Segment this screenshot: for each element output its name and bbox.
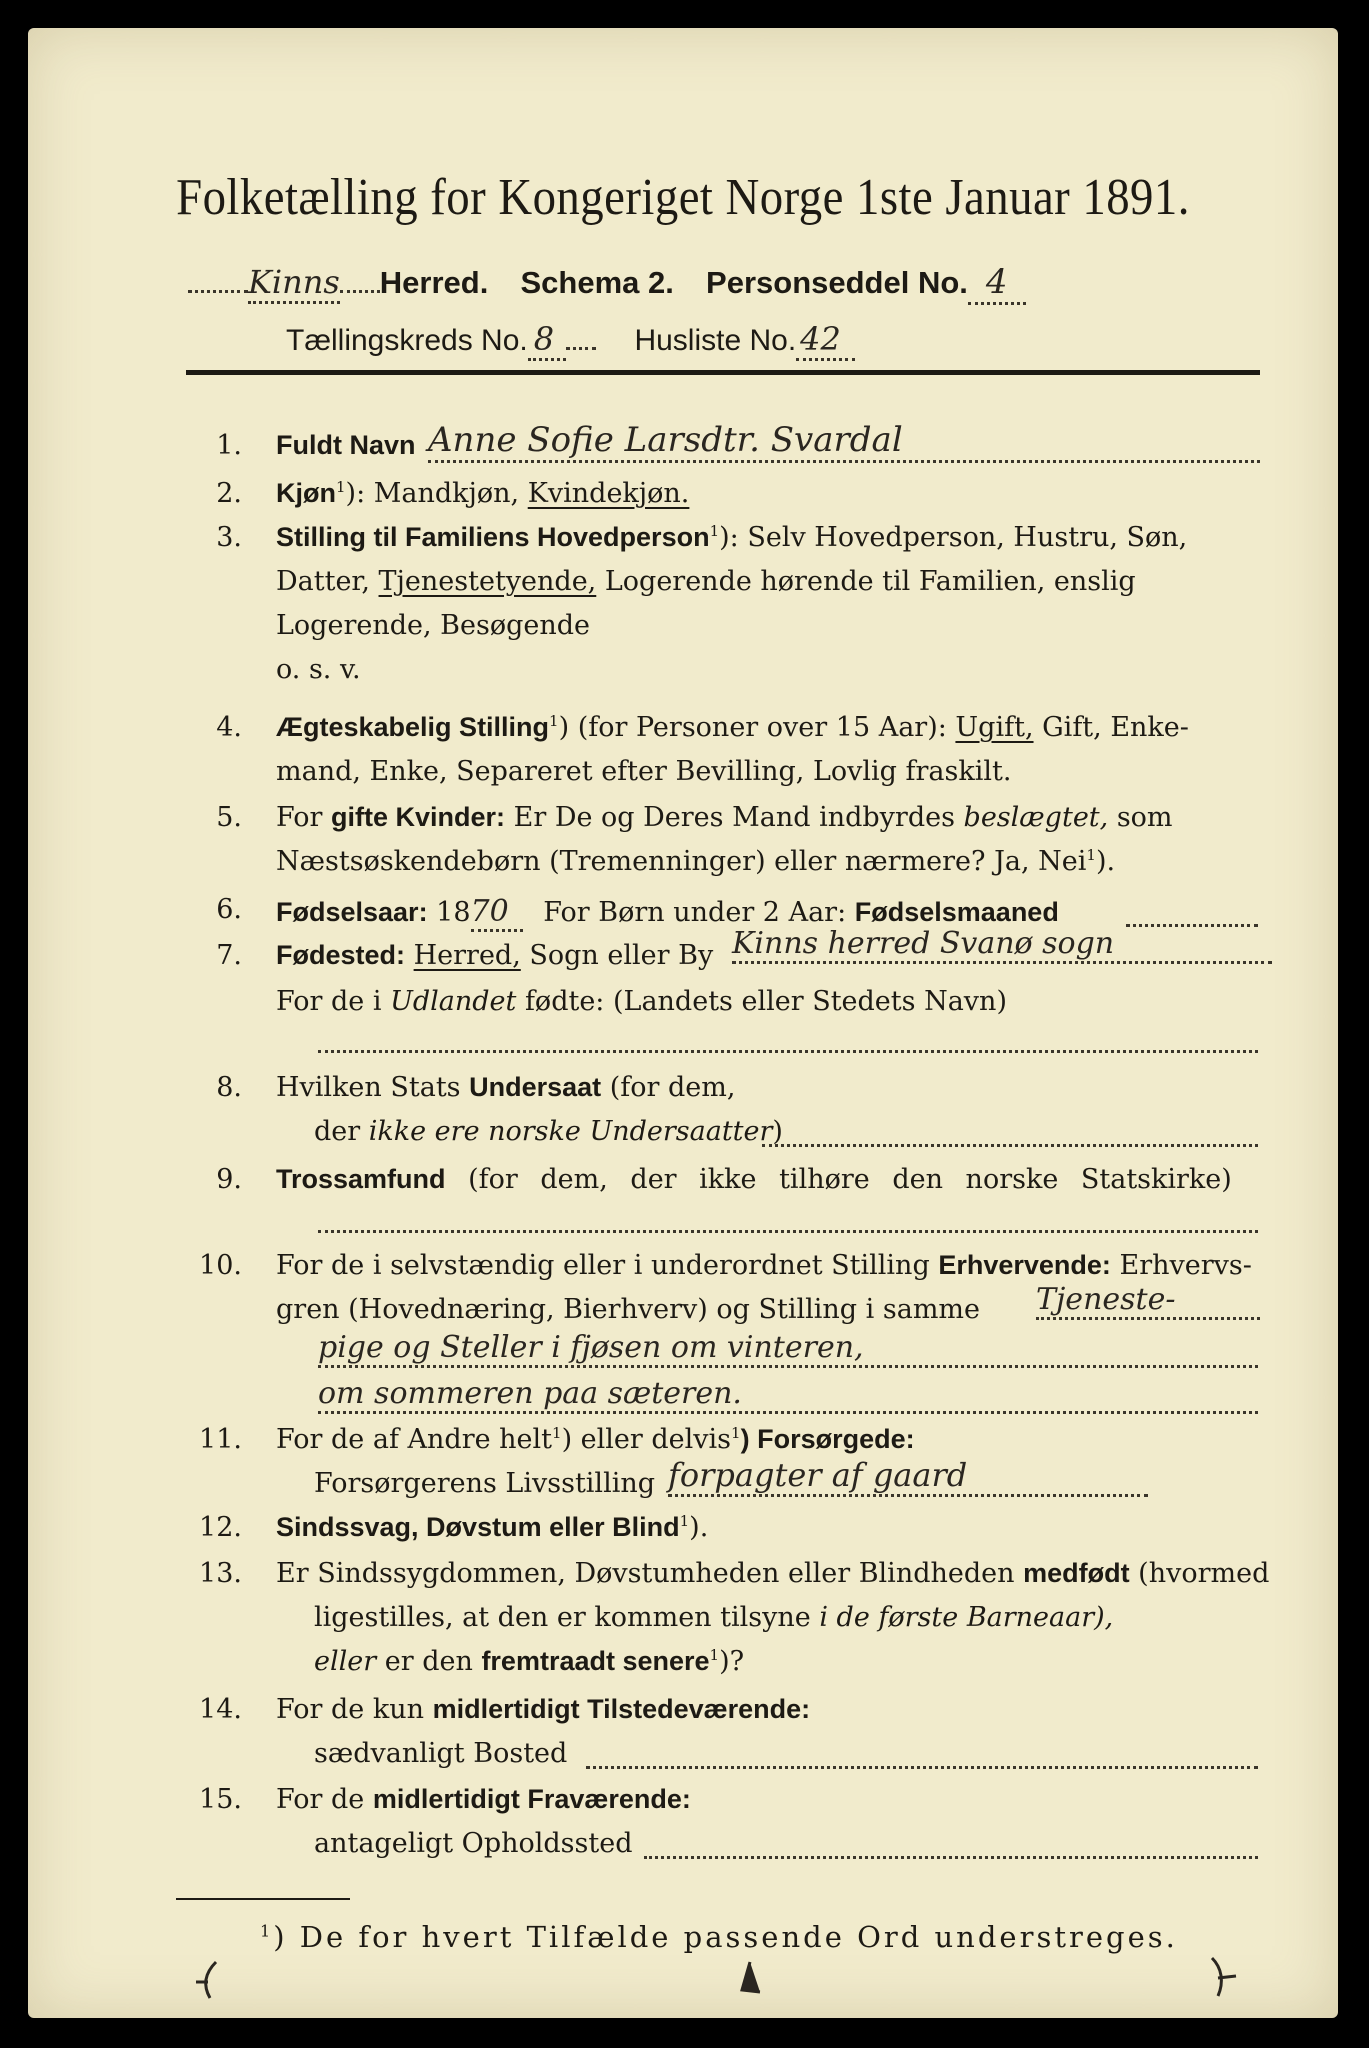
q12-line [276, 1512, 708, 1543]
q13-line3-bold: fremtraadt senere [481, 1646, 710, 1676]
q8-line2 [314, 1116, 783, 1147]
q8-line2-a: der [314, 1116, 369, 1147]
q7-label: Fødested: [276, 940, 406, 970]
footnote-ref: 1 [336, 478, 346, 496]
footnote [260, 1920, 1178, 1954]
punch-mark-right [1204, 1954, 1244, 2004]
q7-line1 [276, 940, 713, 971]
item-number: 1. [216, 430, 242, 461]
husliste-no: 42 [796, 320, 855, 361]
q6-line [276, 894, 1059, 929]
footnote-ref: 1 [709, 522, 720, 540]
q7-rest: Sogn eller By [520, 940, 714, 971]
q1-line [276, 430, 416, 461]
item-number: 6. [216, 894, 242, 925]
footnote-rule [176, 1898, 350, 1900]
kreds-line [286, 320, 855, 358]
q8-line1-bold: Undersaat [469, 1072, 602, 1102]
header-rule [186, 370, 1260, 375]
footnote-ref: 1 [552, 1424, 562, 1442]
q9-rest: (for dem, der ikke tilhøre den norske Statskirke) [445, 1164, 1232, 1195]
q5-line1 [276, 802, 1173, 833]
item-number: 7. [216, 940, 242, 971]
q5-line1-b: Er De og Deres Mand indbyrdes [505, 802, 964, 833]
footnote-ref: 1 [709, 1646, 720, 1664]
q14-line1-bold: midlertidigt Tilstedeværende: [432, 1694, 811, 1724]
q5-line1-a: For [276, 802, 332, 833]
q10-line1-bold: Erhvervende: [938, 1250, 1111, 1280]
q11-line1-b: ) eller delvis [561, 1424, 732, 1455]
q13-line3 [314, 1646, 744, 1677]
item-number: 10. [199, 1250, 242, 1281]
q13-line2-a: ligestilles, at den er kommen tilsyne [314, 1602, 820, 1633]
item-number: 3. [216, 522, 242, 553]
q15-line1-bold: midlertidigt Fraværende: [372, 1784, 691, 1814]
q5-line1-bold: gifte Kvinder: [331, 802, 506, 832]
dots [340, 290, 380, 293]
footnote-mark: 1 [260, 1921, 274, 1941]
q4-line1 [276, 712, 1189, 743]
item-number: 4. [216, 712, 242, 743]
q13-line3-b: )? [719, 1646, 745, 1677]
q14-line2: sædvanligt Bosted [314, 1738, 568, 1769]
q14-line1 [276, 1694, 810, 1725]
q13-line2 [314, 1602, 1113, 1633]
q1-label: Fuldt Navn [276, 430, 416, 460]
form-title: Folketælling for Kongeriget Norge 1ste Januar 1891. [176, 169, 1190, 226]
q10-line1-a: For de i selvstændig eller i underordnet Stilling [276, 1250, 939, 1281]
q3-line2-ul: Tjenestetyende, [378, 566, 597, 597]
item-number: 5. [216, 802, 242, 833]
q3-line2-b: Logerende hørende til Familien, enslig [596, 566, 1136, 597]
q2-rest: ): Mandkjøn, [345, 478, 528, 509]
q8-line1-a: Hvilken Stats [276, 1072, 470, 1103]
q12-label: Sindssvag, Døvstum eller Blind [276, 1512, 680, 1542]
q6-rest: For Børn under 2 Aar: [543, 897, 855, 928]
item-number: 13. [199, 1558, 242, 1589]
q11-line1-a: For de af Andre helt [276, 1424, 553, 1455]
q5-line2: Næstsøskendebørn (Tremenninger) eller nærmere? Ja, Nei$^1$). [276, 846, 1116, 877]
q3-line1-rest: ): Selv Hovedperson, Hustru, Søn, [719, 522, 1188, 553]
q3-line4: o. s. v. [276, 654, 361, 685]
q13-line1-b: (hvormed [1129, 1558, 1270, 1589]
item-number: 12. [199, 1512, 242, 1543]
q7-line2-a: For de i [276, 986, 391, 1017]
dots [188, 290, 248, 293]
q7-line2-b: fødte: (Landets eller Stedets Navn) [516, 986, 1007, 1017]
dots [566, 347, 596, 350]
herred-line [188, 262, 1026, 302]
q12-rest: ). [689, 1512, 709, 1543]
footnote-ref: 1 [549, 712, 559, 730]
item-number: 15. [199, 1784, 242, 1815]
q15-line1 [276, 1784, 691, 1815]
footnote-ref: 1 [1086, 846, 1096, 864]
q8-dotfill [762, 1144, 1258, 1147]
q7-ul: Herred, [413, 940, 521, 971]
q5-line1-it: beslægtet, [963, 802, 1109, 833]
q9-dotfill [318, 1230, 1258, 1233]
q6-rest-bold: Fødselsmaaned [854, 897, 1059, 927]
q7-line2 [276, 986, 1007, 1017]
q14-dotfill [586, 1766, 1258, 1769]
q4-line1-b: Gift, Enke- [1033, 712, 1189, 743]
q6-year-prefix: 18 [436, 897, 471, 928]
q13-line1 [276, 1558, 1269, 1589]
punch-mark-left [188, 1958, 228, 2008]
q10-answer-3: om sommeren paa sæteren. [318, 1376, 1258, 1414]
schema-label: Schema 2. [520, 265, 674, 300]
q2-label: Kjøn [276, 478, 336, 508]
q4-line1-a: ) (for Personer over 15 Aar): [558, 712, 956, 743]
q3-line2-a: Datter, [276, 566, 379, 597]
q10-answer-1: Tjeneste- [1036, 1282, 1260, 1320]
q10-line1-b: Erhvervs- [1110, 1250, 1252, 1281]
punch-mark-center [728, 1956, 772, 2006]
q8-line2-it: ikke ere norske Undersaatter [368, 1116, 773, 1147]
q14-line1-a: For de kun [276, 1694, 433, 1725]
personseddel-no: 4 [968, 262, 1026, 305]
q3-line3: Logerende, Besøgende [276, 610, 590, 641]
q15-dotfill [644, 1856, 1258, 1859]
q8-line1-b: (for dem, [601, 1072, 736, 1103]
herred-label: Herred. [379, 265, 489, 300]
q11-line1 [276, 1424, 915, 1455]
q3-label: Stilling til Familiens Hovedperson [276, 522, 710, 552]
q9-label: Trossamfund [276, 1164, 446, 1194]
q15-line2: antageligt Opholdssted [314, 1828, 633, 1859]
q8-line2-b: ) [772, 1116, 783, 1147]
q15-line1-a: For de [276, 1784, 373, 1815]
q10-line1 [276, 1250, 1252, 1281]
q9-line [276, 1164, 1232, 1195]
q4-label: Ægteskabelig Stilling [276, 712, 550, 742]
q13-line1-bold: medfødt [1023, 1558, 1130, 1588]
footnote-text: ) De for hvert Tilfælde passende Ord understreges. [273, 1920, 1178, 1954]
q5-line1-c: som [1108, 802, 1173, 833]
item-number: 11. [199, 1424, 242, 1455]
kreds-no: 8 [528, 320, 566, 361]
personseddel-label: Personseddel No. [706, 265, 968, 300]
q5-line2-text: Næstsøskendebørn (Tremenninger) eller nærmere? Ja, Nei [276, 846, 1087, 877]
q4-line2: mand, Enke, Separeret efter Bevilling, Lovlig fraskilt. [276, 756, 1012, 787]
footnote-ref: 1 [731, 1424, 741, 1442]
q6-year-handwritten: 70 [471, 894, 523, 932]
q13-line3-it: eller [314, 1646, 377, 1677]
q7-dotfill [318, 1050, 1258, 1053]
kreds-label: Tællingskreds No. [286, 324, 528, 357]
q2-line [276, 478, 689, 509]
q3-line2 [276, 566, 1136, 597]
census-form-page [28, 28, 1338, 2018]
q13-line3-a: er den [376, 1646, 482, 1677]
q10-answer-2: pige og Steller i fjøsen om vinteren, [318, 1330, 1258, 1368]
footnote-ref: 1 [679, 1512, 690, 1530]
item-number: 14. [199, 1694, 242, 1725]
item-number: 8. [216, 1072, 242, 1103]
item-number: 9. [216, 1164, 242, 1195]
q13-line2-it: i de første Barneaar), [819, 1602, 1114, 1633]
q6-label: Fødselsaar: [276, 897, 428, 927]
q11-line1-bold: ) Forsørgede: [740, 1424, 915, 1454]
husliste-label: Husliste No. [634, 324, 797, 357]
q11-answer: forpagter af gaard [668, 1456, 1148, 1497]
q10-line2: gren (Hovednæring, Bierhverv) og Stilling i samme [276, 1294, 981, 1325]
q2-underlined: Kvindekjøn. [527, 478, 690, 509]
item-number: 2. [216, 478, 242, 509]
q7-line2-it: Udlandet [390, 986, 517, 1017]
q8-line1 [276, 1072, 735, 1103]
q1-answer: Anne Sofie Larsdtr. Svardal [428, 420, 1260, 463]
q13-line1-a: Er Sindssygdommen, Døvstumheden eller Blindheden [276, 1558, 1024, 1589]
q7-answer: Kinns herred Svanø sogn [732, 926, 1272, 964]
q3-line1 [276, 522, 1187, 553]
herred-handwritten: Kinns [248, 263, 340, 304]
q11-line2: Forsørgerens Livsstilling [314, 1468, 656, 1499]
q4-line1-ul: Ugift, [955, 712, 1034, 743]
